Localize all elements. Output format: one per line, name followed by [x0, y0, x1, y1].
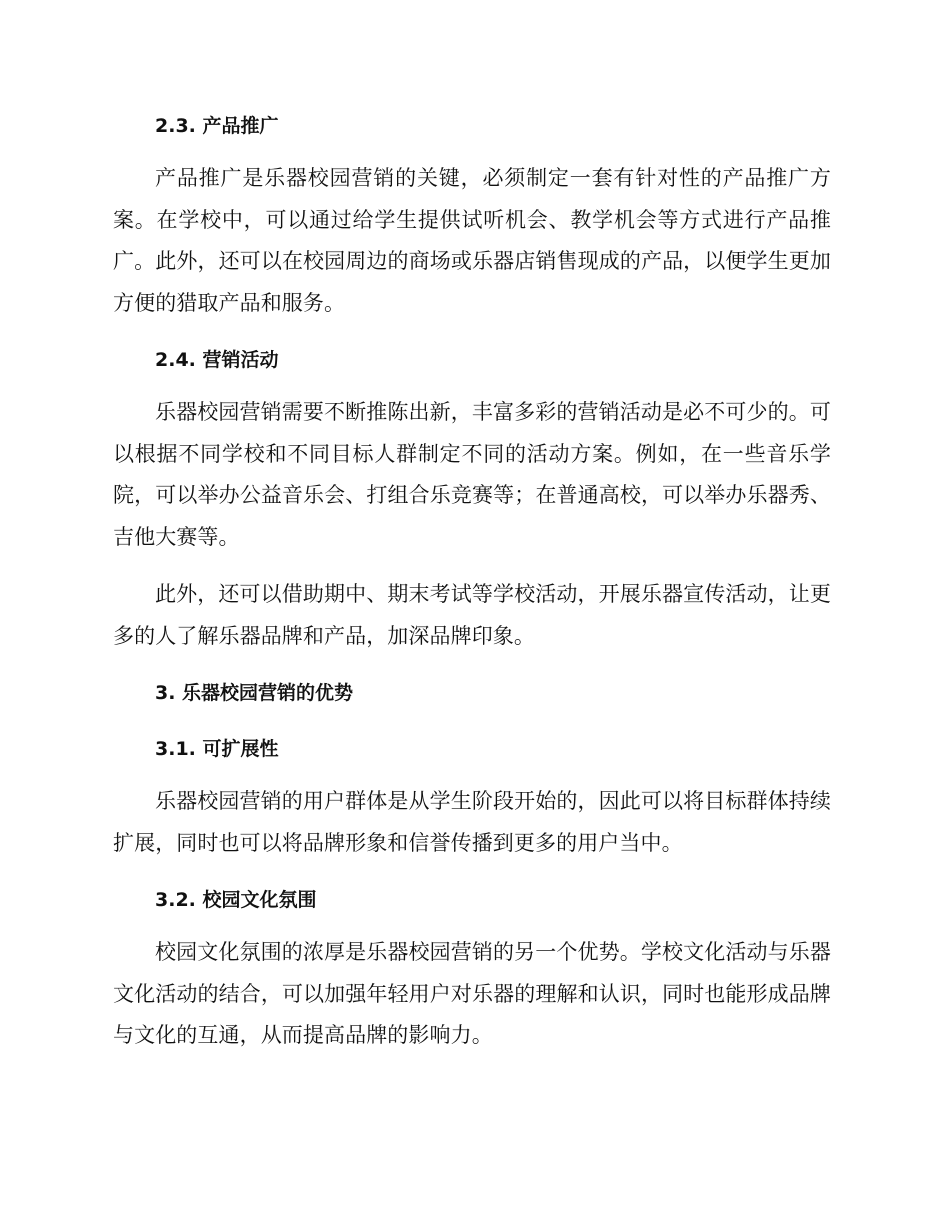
section-heading-2-4: 2.4. 营销活动 — [155, 349, 279, 371]
paragraph-scalability: 乐器校园营销的用户群体是从学生阶段开始的，因此可以将目标群体持续扩展，同时也可以将品牌形象和信誉传播到更多的用户当中。 — [113, 789, 831, 855]
paragraph-marketing-activities-extra: 此外，还可以借助期中、期末考试等学校活动，开展乐器宣传活动，让更多的人了解乐器品牌和产品，加深品牌印象。 — [113, 582, 831, 648]
paragraph-marketing-activities: 乐器校园营销需要不断推陈出新，丰富多彩的营销活动是必不可少的。可以根据不同学校和不同目标人群制定不同的活动方案。例如，在一些音乐学院，可以举办公益音乐会、打组合乐竞赛等；在普通高校，可以举办乐器秀、吉他大赛等。 — [113, 400, 831, 549]
document-page — [113, 106, 831, 1057]
section-heading-3-2: 3.2. 校园文化氛围 — [155, 889, 317, 911]
section-heading-3-1: 3.1. 可扩展性 — [155, 738, 279, 760]
paragraph-product-promotion: 产品推广是乐器校园营销的关键，必须制定一套有针对性的产品推广方案。在学校中，可以通过给学生提供试听机会、教学机会等方式进行产品推广。此外，还可以在校园周边的商场或乐器店销售现成的产品，以便学生更加方便的猎取产品和服务。 — [113, 166, 831, 315]
paragraph-campus-culture: 校园文化氛围的浓厚是乐器校园营销的另一个优势。学校文化活动与乐器文化活动的结合，可以加强年轻用户对乐器的理解和认识，同时也能形成品牌与文化的互通，从而提高品牌的影响力。 — [113, 940, 831, 1047]
section-heading-3: 3. 乐器校园营销的优势 — [155, 682, 354, 704]
section-heading-2-3: 2.3. 产品推广 — [155, 115, 279, 137]
